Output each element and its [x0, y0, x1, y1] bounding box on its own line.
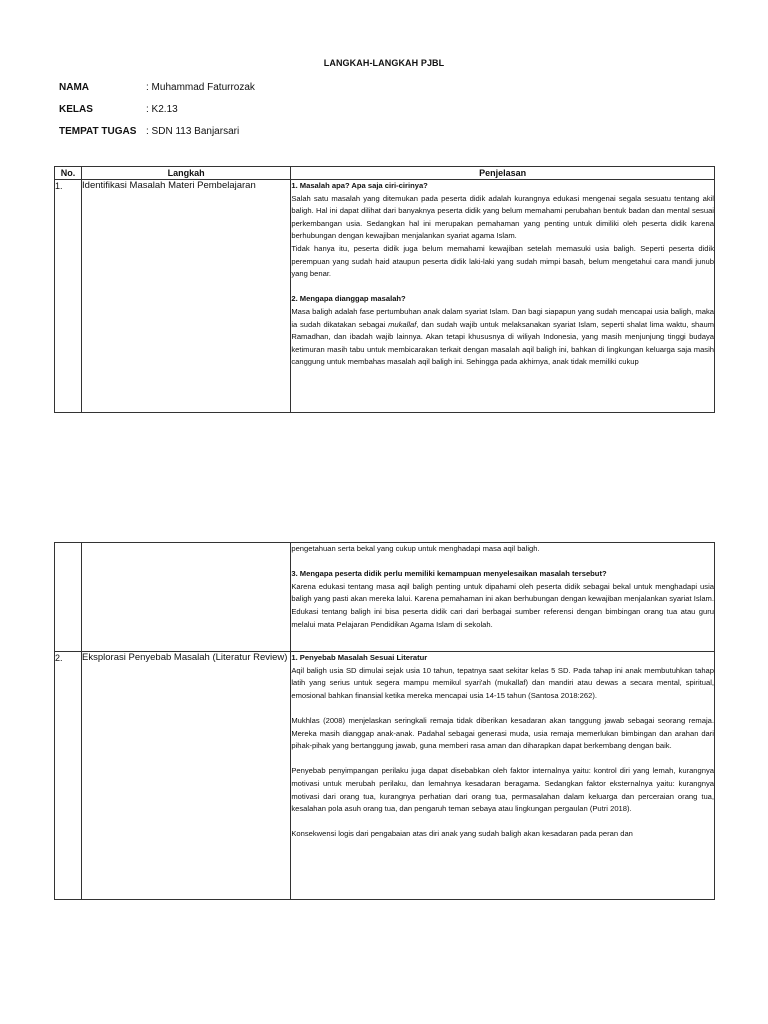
identity-row-nama	[59, 82, 255, 94]
row-number: 1.	[55, 180, 82, 413]
identity-row-kelas	[59, 104, 178, 116]
spacer	[291, 816, 714, 829]
spacer	[291, 556, 714, 569]
row-explanation	[291, 543, 715, 652]
paragraph: Mukhlas (2008) menjelaskan seringkali remaja tidak diberikan kesadaran akan tanggung jawab sebagai seorang remaja. Mereka masih dianggap anak-anak. Padahal sebagai generasi muda, usia remaja memerlukan bimbingan dan arahan dari pihak-pihak yang bertanggung jawab, guna memberi rasa aman dan diharapkan dapat berkembang dengan baik.	[291, 715, 714, 751]
paragraph: Salah satu masalah yang ditemukan pada peserta didik adalah kurangnya edukasi mengenai segala sesuatu tentang akil baligh. Hal ini dapat dilihat dari banyaknya peserta didik yang belum memahami perubahan bentuk badan dan mental sesuai perkembangan usia. Sedangkan hal ini merupakan pemahaman yang penting untuk dimiliki oleh peserta didik karena berhubungan dengan kewajiban menjalankan syariat agama Islam.	[291, 193, 714, 241]
table-row	[55, 652, 715, 900]
paragraph: pengetahuan serta bekal yang cukup untuk menghadapi masa aqil baligh.	[291, 544, 540, 553]
paragraph: Karena edukasi tentang masa aqil baligh penting untuk dipahami oleh peserta didik sebagai bekal untuk menghadapi usia baligh yang pasti akan mereka lalui. Karena pemahaman ini akan berhubungan dengan kewajiban menjalankan syariat Islam. Edukasi tentang baligh ini bisa peserta didik cari dari berbagai sumber referensi dengan bimbingan orang tua atau guru melalui mata Pelajaran Pendidikan Agama Islam di sekolah.	[291, 581, 714, 629]
explanation-content	[291, 180, 714, 412]
paragraph	[291, 306, 714, 369]
identity-label: TEMPAT TUGAS	[59, 126, 137, 137]
text-run: Masa baligh adalah fase pertumbuhan anak dalam syariat Islam. Dan bagi siapapun yang sudah mencapai usia baligh, maka ia sudah dikatakan sebagai	[291, 306, 714, 329]
row-explanation	[291, 652, 715, 900]
table-header-row	[55, 167, 715, 180]
identity-value: : Muhammad Faturrozak	[146, 82, 255, 93]
row-step: Eksplorasi Penyebab Masalah (Literatur Review)	[82, 652, 291, 900]
identity-label: NAMA	[59, 82, 89, 93]
explanation-content	[291, 652, 714, 899]
header-penjelasan: Penjelasan	[291, 167, 715, 180]
spacer	[291, 702, 714, 715]
steps-table	[54, 166, 715, 413]
table-row	[55, 543, 715, 652]
identity-value: : K2.13	[146, 104, 178, 115]
paragraph: Aqil baligh usia SD dimulai sejak usia 10 tahun, tepatnya saat sekitar kelas 5 SD. Pada tahap ini anak membutuhkan tahap latih yang serius untuk segera mampu memikul syari'ah (mukallaf) dan mandiri atau dewas a secara mental, spiritual, emosional bahkan finansial ketika mereka mencapai usia 14-15 tahun (Santosa 2018:262).	[291, 665, 714, 700]
page-title: LANGKAH-LANGKAH PJBL	[323, 58, 445, 68]
row-step: Identifikasi Masalah Materi Pembelajaran	[82, 180, 291, 413]
identity-value: : SDN 113 Banjarsari	[146, 126, 240, 137]
paragraph: Penyebab penyimpangan perilaku juga dapat disebabkan oleh faktor internalnya yaitu: kontrol diri yang lemah, kurangnya motivasi untuk merubah perilaku, dan lemahnya kesadaran beragama. Sedangkan faktor eksternalnya yaitu: kurangnya motivasi dari orang tua, kurangnya perhatian dari orang tua, permasalahan dalam keluarga dan perceraian orang tua, kesalahan pola asuh orang tua, dan pengaruh teman sebaya atau lingkungan pergaulan (Putri 2018).	[291, 766, 714, 814]
spacer	[291, 281, 714, 294]
text-run: , dan sudah wajib untuk melaksanakan syariat Islam, seperti shalat lima waktu, shaum Ramadhan, dan ibadah wajib lainnya. Akan tetapi khususnya di wiliyah Indonesia, yang masih menjunjung tinggi budaya ketimuran masih tabu untuk membicarakan terkait dengan masalah aqil baligh ini, bahkan di lingkungan keluarga saja masih canggung untuk membahas masalah aqil baligh ini. Sehingga pada akhirnya, anak tidak memiliki cukup	[291, 319, 714, 367]
question-heading: 3. Mengapa peserta didik perlu memiliki kemampuan menyelesaikan masalah tersebut?	[291, 569, 607, 579]
text-run-italic: mukallaf	[388, 319, 417, 329]
identity-label: KELAS	[59, 104, 93, 115]
section-heading: 1. Penyebab Masalah Sesuai Literatur	[291, 653, 428, 662]
row-number	[55, 543, 82, 652]
table-row	[55, 180, 715, 413]
paragraph: Konsekwensi logis dari pengabaian atas diri anak yang sudah baligh akan kesadaran pada peran dan	[291, 829, 633, 839]
question-heading: 2. Mengapa dianggap masalah?	[291, 294, 406, 304]
header-langkah: Langkah	[82, 167, 291, 180]
identity-row-tempat-tugas	[59, 126, 239, 138]
question-heading: 1. Masalah apa? Apa saja ciri-cirinya?	[291, 181, 428, 190]
steps-table-continued	[54, 542, 715, 900]
row-number: 2.	[55, 652, 82, 900]
row-explanation	[291, 180, 715, 413]
paragraph: Tidak hanya itu, peserta didik juga belum memahami kewajiban setelah memasuki usia baligh. Seperti peserta didik perempuan yang sudah haid ataupun peserta didik laki-laki yang sudah mimpi basah, belum mengetahui cara mandi junub yang benar.	[291, 243, 714, 279]
explanation-content	[291, 543, 714, 651]
header-no: No.	[55, 167, 82, 180]
spacer	[291, 753, 714, 766]
row-step	[82, 543, 291, 652]
